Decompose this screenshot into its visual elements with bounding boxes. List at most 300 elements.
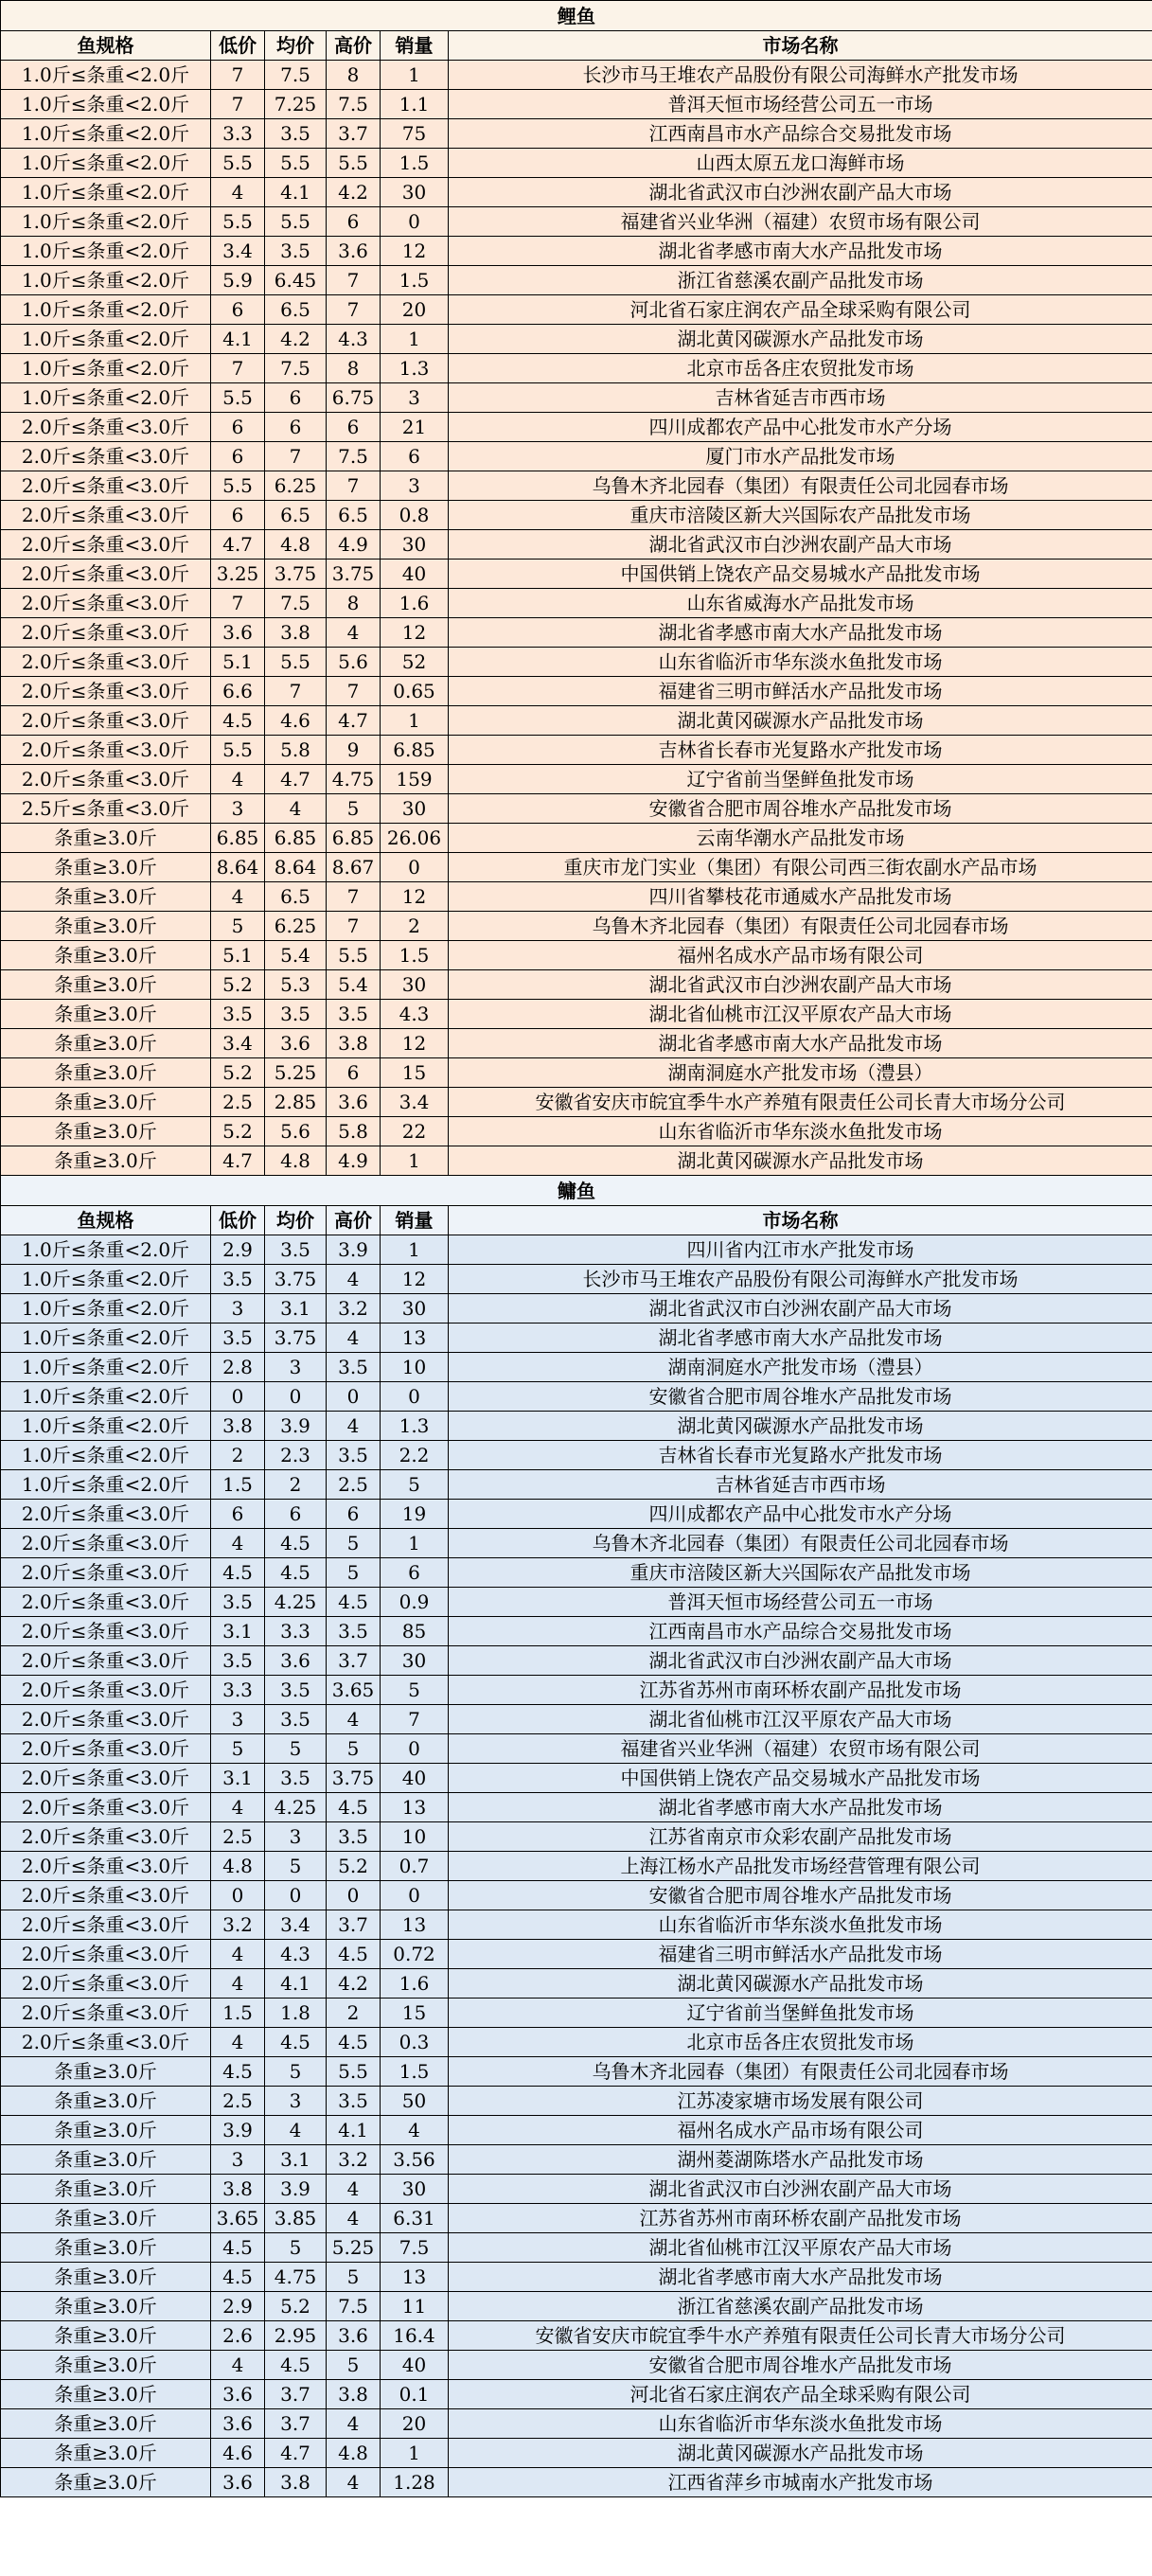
table-row bbox=[1, 560, 1152, 589]
cell-spec: 条重≥3.0斤 bbox=[1, 2321, 211, 2351]
cell-low-price: 6.85 bbox=[211, 824, 265, 853]
cell-spec: 2.0斤≤条重<3.0斤 bbox=[1, 1705, 211, 1734]
cell-low-price: 3.2 bbox=[211, 1910, 265, 1940]
cell-low-price: 3 bbox=[211, 2145, 265, 2175]
cell-avg-price: 4.1 bbox=[265, 1969, 327, 1999]
cell-low-price: 3.5 bbox=[211, 1588, 265, 1617]
cell-volume: 85 bbox=[381, 1617, 449, 1646]
table-row bbox=[1, 706, 1152, 736]
table-row bbox=[1, 677, 1152, 706]
table-row bbox=[1, 736, 1152, 765]
cell-avg-price: 4.75 bbox=[265, 2263, 327, 2292]
cell-market: 重庆市龙门实业（集团）有限公司西三街农副水产品市场 bbox=[449, 853, 1152, 882]
cell-high-price: 4.3 bbox=[327, 325, 381, 354]
cell-volume: 22 bbox=[381, 1117, 449, 1146]
cell-avg-price: 2 bbox=[265, 1470, 327, 1500]
cell-low-price: 4 bbox=[211, 765, 265, 794]
cell-volume: 1.5 bbox=[381, 941, 449, 970]
cell-high-price: 5.8 bbox=[327, 1117, 381, 1146]
cell-spec: 2.0斤≤条重<3.0斤 bbox=[1, 1646, 211, 1676]
cell-high-price: 4.7 bbox=[327, 706, 381, 736]
cell-volume: 0.72 bbox=[381, 1940, 449, 1969]
cell-low-price: 3.3 bbox=[211, 1676, 265, 1705]
cell-market: 山东省临沂市华东淡水鱼批发市场 bbox=[449, 1910, 1152, 1940]
cell-market: 江苏凌家塘市场发展有限公司 bbox=[449, 2087, 1152, 2116]
cell-spec: 条重≥3.0斤 bbox=[1, 2351, 211, 2380]
cell-avg-price: 4.5 bbox=[265, 1529, 327, 1558]
cell-volume: 1.5 bbox=[381, 149, 449, 178]
cell-low-price: 3 bbox=[211, 1705, 265, 1734]
cell-spec: 2.0斤≤条重<3.0斤 bbox=[1, 706, 211, 736]
cell-low-price: 6 bbox=[211, 501, 265, 530]
cell-low-price: 3.8 bbox=[211, 1412, 265, 1441]
cell-high-price: 7 bbox=[327, 912, 381, 941]
cell-avg-price: 3.5 bbox=[265, 1705, 327, 1734]
cell-avg-price: 5.5 bbox=[265, 648, 327, 677]
cell-low-price: 5.2 bbox=[211, 1058, 265, 1088]
cell-high-price: 5 bbox=[327, 1558, 381, 1588]
cell-avg-price: 5 bbox=[265, 1852, 327, 1881]
cell-spec: 2.5斤≤条重<3.0斤 bbox=[1, 794, 211, 824]
cell-avg-price: 4.8 bbox=[265, 530, 327, 560]
cell-market: 安徽省安庆市皖宜季牛水产养殖有限责任公司长青大市场分公司 bbox=[449, 2321, 1152, 2351]
cell-spec: 2.0斤≤条重<3.0斤 bbox=[1, 1822, 211, 1852]
cell-spec: 2.0斤≤条重<3.0斤 bbox=[1, 1558, 211, 1588]
cell-avg-price: 3.1 bbox=[265, 1294, 327, 1324]
table-row bbox=[1, 765, 1152, 794]
cell-market: 福州名成水产品市场有限公司 bbox=[449, 941, 1152, 970]
cell-high-price: 4.2 bbox=[327, 1969, 381, 1999]
cell-market: 辽宁省前当堡鲜鱼批发市场 bbox=[449, 765, 1152, 794]
cell-high-price: 7 bbox=[327, 295, 381, 325]
cell-high-price: 5 bbox=[327, 1734, 381, 1764]
cell-avg-price: 5.4 bbox=[265, 941, 327, 970]
cell-low-price: 3.1 bbox=[211, 1617, 265, 1646]
table-row bbox=[1, 1294, 1152, 1324]
table-row bbox=[1, 1117, 1152, 1146]
cell-spec: 1.0斤≤条重<2.0斤 bbox=[1, 266, 211, 295]
cell-spec: 条重≥3.0斤 bbox=[1, 1058, 211, 1088]
cell-high-price: 7.5 bbox=[327, 2292, 381, 2321]
cell-high-price: 3.7 bbox=[327, 1646, 381, 1676]
cell-market: 山东省临沂市华东淡水鱼批发市场 bbox=[449, 1117, 1152, 1146]
cell-volume: 13 bbox=[381, 1324, 449, 1353]
cell-avg-price: 4.7 bbox=[265, 2439, 327, 2468]
cell-volume: 0.65 bbox=[381, 677, 449, 706]
table-row bbox=[1, 1705, 1152, 1734]
cell-avg-price: 3.7 bbox=[265, 2380, 327, 2409]
cell-low-price: 5.9 bbox=[211, 266, 265, 295]
cell-market: 湖北省孝感市南大水产品批发市场 bbox=[449, 1324, 1152, 1353]
cell-volume: 30 bbox=[381, 970, 449, 1000]
cell-market: 四川成都农产品中心批发市水产分场 bbox=[449, 413, 1152, 442]
cell-avg-price: 3.5 bbox=[265, 1000, 327, 1029]
cell-market: 吉林省长春市光复路水产批发市场 bbox=[449, 736, 1152, 765]
cell-market: 福建省兴业华洲（福建）农贸市场有限公司 bbox=[449, 1734, 1152, 1764]
table-row bbox=[1, 618, 1152, 648]
table-row bbox=[1, 413, 1152, 442]
cell-avg-price: 0 bbox=[265, 1881, 327, 1910]
cell-low-price: 5 bbox=[211, 1734, 265, 1764]
cell-market: 湖州菱湖陈塔水产品批发市场 bbox=[449, 2145, 1152, 2175]
table-row bbox=[1, 912, 1152, 941]
cell-avg-price: 4.5 bbox=[265, 2351, 327, 2380]
cell-spec: 2.0斤≤条重<3.0斤 bbox=[1, 648, 211, 677]
table-row bbox=[1, 1764, 1152, 1793]
cell-spec: 条重≥3.0斤 bbox=[1, 2468, 211, 2497]
table-row bbox=[1, 2380, 1152, 2409]
cell-low-price: 6 bbox=[211, 295, 265, 325]
cell-low-price: 3.8 bbox=[211, 2175, 265, 2204]
cell-avg-price: 6 bbox=[265, 1500, 327, 1529]
table-row bbox=[1, 1793, 1152, 1822]
cell-high-price: 5.2 bbox=[327, 1852, 381, 1881]
cell-market: 湖北省孝感市南大水产品批发市场 bbox=[449, 1793, 1152, 1822]
bighead-section bbox=[1, 1176, 1152, 2497]
cell-spec: 条重≥3.0斤 bbox=[1, 2145, 211, 2175]
table-row bbox=[1, 2145, 1152, 2175]
cell-low-price: 4.5 bbox=[211, 2263, 265, 2292]
cell-low-price: 3.4 bbox=[211, 237, 265, 266]
cell-high-price: 2 bbox=[327, 1999, 381, 2028]
table-row bbox=[1, 1088, 1152, 1117]
cell-volume: 20 bbox=[381, 2409, 449, 2439]
table-row bbox=[1, 2351, 1152, 2380]
cell-high-price: 5.25 bbox=[327, 2233, 381, 2263]
cell-volume: 13 bbox=[381, 1910, 449, 1940]
cell-spec: 1.0斤≤条重<2.0斤 bbox=[1, 119, 211, 149]
cell-market: 四川省内江市水产批发市场 bbox=[449, 1235, 1152, 1265]
cell-market: 湖北省孝感市南大水产品批发市场 bbox=[449, 237, 1152, 266]
cell-volume: 26.06 bbox=[381, 824, 449, 853]
cell-volume: 159 bbox=[381, 765, 449, 794]
cell-volume: 20 bbox=[381, 295, 449, 325]
table-row bbox=[1, 178, 1152, 207]
cell-market: 湖北黄冈碳源水产品批发市场 bbox=[449, 706, 1152, 736]
cell-high-price: 3.6 bbox=[327, 237, 381, 266]
cell-avg-price: 3.4 bbox=[265, 1910, 327, 1940]
cell-volume: 6.31 bbox=[381, 2204, 449, 2233]
cell-avg-price: 3.1 bbox=[265, 2145, 327, 2175]
cell-low-price: 2.9 bbox=[211, 2292, 265, 2321]
cell-low-price: 4 bbox=[211, 1969, 265, 1999]
cell-high-price: 3.5 bbox=[327, 1000, 381, 1029]
cell-spec: 2.0斤≤条重<3.0斤 bbox=[1, 1529, 211, 1558]
cell-high-price: 7 bbox=[327, 471, 381, 501]
cell-low-price: 4.1 bbox=[211, 325, 265, 354]
cell-high-price: 6.75 bbox=[327, 383, 381, 413]
cell-avg-price: 4.8 bbox=[265, 1146, 327, 1176]
cell-avg-price: 6.5 bbox=[265, 295, 327, 325]
cell-market: 湖北省孝感市南大水产品批发市场 bbox=[449, 618, 1152, 648]
cell-low-price: 7 bbox=[211, 61, 265, 90]
cell-market: 湖北黄冈碳源水产品批发市场 bbox=[449, 1146, 1152, 1176]
cell-avg-price: 3 bbox=[265, 1822, 327, 1852]
cell-low-price: 5.1 bbox=[211, 648, 265, 677]
cell-volume: 52 bbox=[381, 648, 449, 677]
cell-volume: 40 bbox=[381, 2351, 449, 2380]
cell-volume: 75 bbox=[381, 119, 449, 149]
cell-high-price: 4.2 bbox=[327, 178, 381, 207]
cell-low-price: 4 bbox=[211, 1793, 265, 1822]
cell-volume: 12 bbox=[381, 1029, 449, 1058]
col-header-low-price: 低价 bbox=[211, 31, 265, 61]
table-row bbox=[1, 2028, 1152, 2057]
cell-volume: 15 bbox=[381, 1999, 449, 2028]
cell-market: 江苏省南京市众彩农副产品批发市场 bbox=[449, 1822, 1152, 1852]
cell-low-price: 5.5 bbox=[211, 149, 265, 178]
cell-volume: 40 bbox=[381, 560, 449, 589]
cell-avg-price: 3.85 bbox=[265, 2204, 327, 2233]
cell-avg-price: 5.3 bbox=[265, 970, 327, 1000]
cell-market: 浙江省慈溪农副产品批发市场 bbox=[449, 266, 1152, 295]
table-row bbox=[1, 1324, 1152, 1353]
cell-high-price: 6 bbox=[327, 1500, 381, 1529]
cell-low-price: 5.5 bbox=[211, 207, 265, 237]
cell-high-price: 4 bbox=[327, 2468, 381, 2497]
cell-volume: 13 bbox=[381, 1793, 449, 1822]
cell-spec: 2.0斤≤条重<3.0斤 bbox=[1, 1999, 211, 2028]
table-row bbox=[1, 1412, 1152, 1441]
cell-spec: 2.0斤≤条重<3.0斤 bbox=[1, 1500, 211, 1529]
cell-spec: 条重≥3.0斤 bbox=[1, 2116, 211, 2145]
col-header-spec: 鱼规格 bbox=[1, 1206, 211, 1235]
cell-spec: 1.0斤≤条重<2.0斤 bbox=[1, 1441, 211, 1470]
cell-volume: 1 bbox=[381, 2439, 449, 2468]
cell-high-price: 8.67 bbox=[327, 853, 381, 882]
cell-market: 四川省攀枝花市通威水产品批发市场 bbox=[449, 882, 1152, 912]
table-row bbox=[1, 325, 1152, 354]
cell-market: 湖北省武汉市白沙洲农副产品大市场 bbox=[449, 530, 1152, 560]
cell-avg-price: 6 bbox=[265, 383, 327, 413]
cell-low-price: 3.1 bbox=[211, 1764, 265, 1793]
cell-avg-price: 2.95 bbox=[265, 2321, 327, 2351]
cell-spec: 2.0斤≤条重<3.0斤 bbox=[1, 1588, 211, 1617]
cell-avg-price: 5.5 bbox=[265, 149, 327, 178]
cell-volume: 30 bbox=[381, 2175, 449, 2204]
cell-spec: 1.0斤≤条重<2.0斤 bbox=[1, 295, 211, 325]
cell-low-price: 3.5 bbox=[211, 1000, 265, 1029]
table-row bbox=[1, 207, 1152, 237]
cell-high-price: 5.4 bbox=[327, 970, 381, 1000]
cell-avg-price: 1.8 bbox=[265, 1999, 327, 2028]
cell-avg-price: 5.8 bbox=[265, 736, 327, 765]
cell-avg-price: 3.3 bbox=[265, 1617, 327, 1646]
cell-high-price: 3.5 bbox=[327, 1822, 381, 1852]
cell-avg-price: 4.25 bbox=[265, 1588, 327, 1617]
cell-high-price: 4 bbox=[327, 1412, 381, 1441]
col-header-market: 市场名称 bbox=[449, 1206, 1152, 1235]
cell-market: 乌鲁木齐北园春（集团）有限责任公司北园春市场 bbox=[449, 2057, 1152, 2087]
cell-avg-price: 3.5 bbox=[265, 1764, 327, 1793]
cell-volume: 13 bbox=[381, 2263, 449, 2292]
cell-high-price: 3.6 bbox=[327, 1088, 381, 1117]
cell-high-price: 7 bbox=[327, 882, 381, 912]
cell-spec: 1.0斤≤条重<2.0斤 bbox=[1, 237, 211, 266]
cell-high-price: 7 bbox=[327, 266, 381, 295]
cell-market: 吉林省长春市光复路水产批发市场 bbox=[449, 1441, 1152, 1470]
cell-volume: 1.6 bbox=[381, 1969, 449, 1999]
cell-spec: 条重≥3.0斤 bbox=[1, 2087, 211, 2116]
table-row bbox=[1, 2204, 1152, 2233]
cell-low-price: 2.9 bbox=[211, 1235, 265, 1265]
cell-low-price: 4 bbox=[211, 1529, 265, 1558]
cell-spec: 1.0斤≤条重<2.0斤 bbox=[1, 1470, 211, 1500]
cell-market: 云南华潮水产品批发市场 bbox=[449, 824, 1152, 853]
cell-volume: 12 bbox=[381, 882, 449, 912]
table-row bbox=[1, 1881, 1152, 1910]
cell-volume: 1 bbox=[381, 325, 449, 354]
cell-spec: 1.0斤≤条重<2.0斤 bbox=[1, 90, 211, 119]
cell-high-price: 4.5 bbox=[327, 2028, 381, 2057]
cell-market: 乌鲁木齐北园春（集团）有限责任公司北园春市场 bbox=[449, 1529, 1152, 1558]
cell-spec: 2.0斤≤条重<3.0斤 bbox=[1, 1793, 211, 1822]
table-row bbox=[1, 1265, 1152, 1294]
cell-high-price: 4.5 bbox=[327, 1588, 381, 1617]
cell-volume: 6 bbox=[381, 1558, 449, 1588]
table-row bbox=[1, 794, 1152, 824]
table-row bbox=[1, 589, 1152, 618]
cell-avg-price: 5.5 bbox=[265, 207, 327, 237]
cell-high-price: 4 bbox=[327, 2175, 381, 2204]
cell-spec: 1.0斤≤条重<2.0斤 bbox=[1, 1235, 211, 1265]
table-row bbox=[1, 1441, 1152, 1470]
table-row bbox=[1, 2263, 1152, 2292]
table-row bbox=[1, 1529, 1152, 1558]
cell-spec: 条重≥3.0斤 bbox=[1, 2204, 211, 2233]
cell-high-price: 6 bbox=[327, 413, 381, 442]
cell-high-price: 6.5 bbox=[327, 501, 381, 530]
section-title: 鲤鱼 bbox=[1, 1, 1152, 31]
cell-low-price: 6 bbox=[211, 442, 265, 471]
cell-low-price: 4.8 bbox=[211, 1852, 265, 1881]
cell-market: 北京市岳各庄农贸批发市场 bbox=[449, 354, 1152, 383]
cell-market: 湖北黄冈碳源水产品批发市场 bbox=[449, 325, 1152, 354]
cell-high-price: 4.5 bbox=[327, 1793, 381, 1822]
cell-market: 山东省临沂市华东淡水鱼批发市场 bbox=[449, 2409, 1152, 2439]
cell-high-price: 4 bbox=[327, 2409, 381, 2439]
cell-high-price: 4.8 bbox=[327, 2439, 381, 2468]
table-row bbox=[1, 1822, 1152, 1852]
cell-avg-price: 3.6 bbox=[265, 1646, 327, 1676]
cell-volume: 30 bbox=[381, 530, 449, 560]
cell-avg-price: 3.5 bbox=[265, 237, 327, 266]
table-row bbox=[1, 90, 1152, 119]
cell-volume: 1 bbox=[381, 706, 449, 736]
cell-avg-price: 3.5 bbox=[265, 119, 327, 149]
cell-volume: 12 bbox=[381, 1265, 449, 1294]
cell-volume: 12 bbox=[381, 237, 449, 266]
cell-avg-price: 7.5 bbox=[265, 61, 327, 90]
cell-spec: 条重≥3.0斤 bbox=[1, 970, 211, 1000]
cell-market: 湖南洞庭水产批发市场（澧县） bbox=[449, 1058, 1152, 1088]
table-row bbox=[1, 1029, 1152, 1058]
cell-market: 上海江杨水产品批发市场经营管理有限公司 bbox=[449, 1852, 1152, 1881]
cell-volume: 30 bbox=[381, 794, 449, 824]
cell-avg-price: 4 bbox=[265, 794, 327, 824]
cell-low-price: 4 bbox=[211, 2351, 265, 2380]
cell-spec: 1.0斤≤条重<2.0斤 bbox=[1, 207, 211, 237]
table-row bbox=[1, 1000, 1152, 1029]
cell-spec: 条重≥3.0斤 bbox=[1, 1117, 211, 1146]
cell-volume: 50 bbox=[381, 2087, 449, 2116]
cell-spec: 2.0斤≤条重<3.0斤 bbox=[1, 677, 211, 706]
cell-low-price: 3.4 bbox=[211, 1029, 265, 1058]
cell-spec: 2.0斤≤条重<3.0斤 bbox=[1, 1940, 211, 1969]
cell-high-price: 5.5 bbox=[327, 149, 381, 178]
cell-spec: 1.0斤≤条重<2.0斤 bbox=[1, 1382, 211, 1412]
cell-spec: 条重≥3.0斤 bbox=[1, 2175, 211, 2204]
cell-avg-price: 3.9 bbox=[265, 1412, 327, 1441]
cell-market: 北京市岳各庄农贸批发市场 bbox=[449, 2028, 1152, 2057]
table-row bbox=[1, 2292, 1152, 2321]
cell-volume: 0 bbox=[381, 1881, 449, 1910]
cell-low-price: 3.5 bbox=[211, 1646, 265, 1676]
cell-market: 山西太原五龙口海鲜市场 bbox=[449, 149, 1152, 178]
table-row bbox=[1, 1470, 1152, 1500]
cell-avg-price: 3.7 bbox=[265, 2409, 327, 2439]
cell-market: 吉林省延吉市西市场 bbox=[449, 383, 1152, 413]
cell-market: 湖北省武汉市白沙洲农副产品大市场 bbox=[449, 178, 1152, 207]
cell-low-price: 3 bbox=[211, 794, 265, 824]
table-row bbox=[1, 2468, 1152, 2497]
cell-market: 安徽省合肥市周谷堆水产品批发市场 bbox=[449, 1881, 1152, 1910]
cell-avg-price: 5 bbox=[265, 2057, 327, 2087]
cell-volume: 6.85 bbox=[381, 736, 449, 765]
cell-avg-price: 6.45 bbox=[265, 266, 327, 295]
table-row bbox=[1, 501, 1152, 530]
cell-high-price: 4.75 bbox=[327, 765, 381, 794]
table-row bbox=[1, 941, 1152, 970]
cell-volume: 5 bbox=[381, 1470, 449, 1500]
cell-market: 安徽省安庆市皖宜季牛水产养殖有限责任公司长青大市场分公司 bbox=[449, 1088, 1152, 1117]
cell-high-price: 8 bbox=[327, 589, 381, 618]
cell-spec: 条重≥3.0斤 bbox=[1, 912, 211, 941]
cell-low-price: 5 bbox=[211, 912, 265, 941]
cell-high-price: 3.7 bbox=[327, 119, 381, 149]
cell-market: 山东省威海水产品批发市场 bbox=[449, 589, 1152, 618]
cell-avg-price: 2.85 bbox=[265, 1088, 327, 1117]
cell-volume: 7 bbox=[381, 1705, 449, 1734]
cell-low-price: 6 bbox=[211, 413, 265, 442]
cell-market: 江西省萍乡市城南水产批发市场 bbox=[449, 2468, 1152, 2497]
cell-low-price: 2.5 bbox=[211, 2087, 265, 2116]
section-title-row bbox=[1, 1176, 1152, 1206]
cell-low-price: 3.9 bbox=[211, 2116, 265, 2145]
cell-volume: 12 bbox=[381, 618, 449, 648]
cell-volume: 7.5 bbox=[381, 2233, 449, 2263]
cell-low-price: 4.5 bbox=[211, 706, 265, 736]
cell-market: 乌鲁木齐北园春（集团）有限责任公司北园春市场 bbox=[449, 471, 1152, 501]
cell-low-price: 2 bbox=[211, 1441, 265, 1470]
cell-high-price: 3.6 bbox=[327, 2321, 381, 2351]
cell-volume: 1 bbox=[381, 1235, 449, 1265]
cell-market: 湖南洞庭水产批发市场（澧县） bbox=[449, 1353, 1152, 1382]
cell-avg-price: 8.64 bbox=[265, 853, 327, 882]
cell-avg-price: 5 bbox=[265, 2233, 327, 2263]
table-row bbox=[1, 61, 1152, 90]
cell-spec: 条重≥3.0斤 bbox=[1, 882, 211, 912]
cell-volume: 0 bbox=[381, 1734, 449, 1764]
table-row bbox=[1, 442, 1152, 471]
cell-avg-price: 3 bbox=[265, 2087, 327, 2116]
cell-market: 中国供销上饶农产品交易城水产品批发市场 bbox=[449, 560, 1152, 589]
cell-avg-price: 3.5 bbox=[265, 1676, 327, 1705]
cell-low-price: 3.6 bbox=[211, 2380, 265, 2409]
table-row bbox=[1, 824, 1152, 853]
cell-spec: 1.0斤≤条重<2.0斤 bbox=[1, 383, 211, 413]
cell-market: 山东省临沂市华东淡水鱼批发市场 bbox=[449, 648, 1152, 677]
